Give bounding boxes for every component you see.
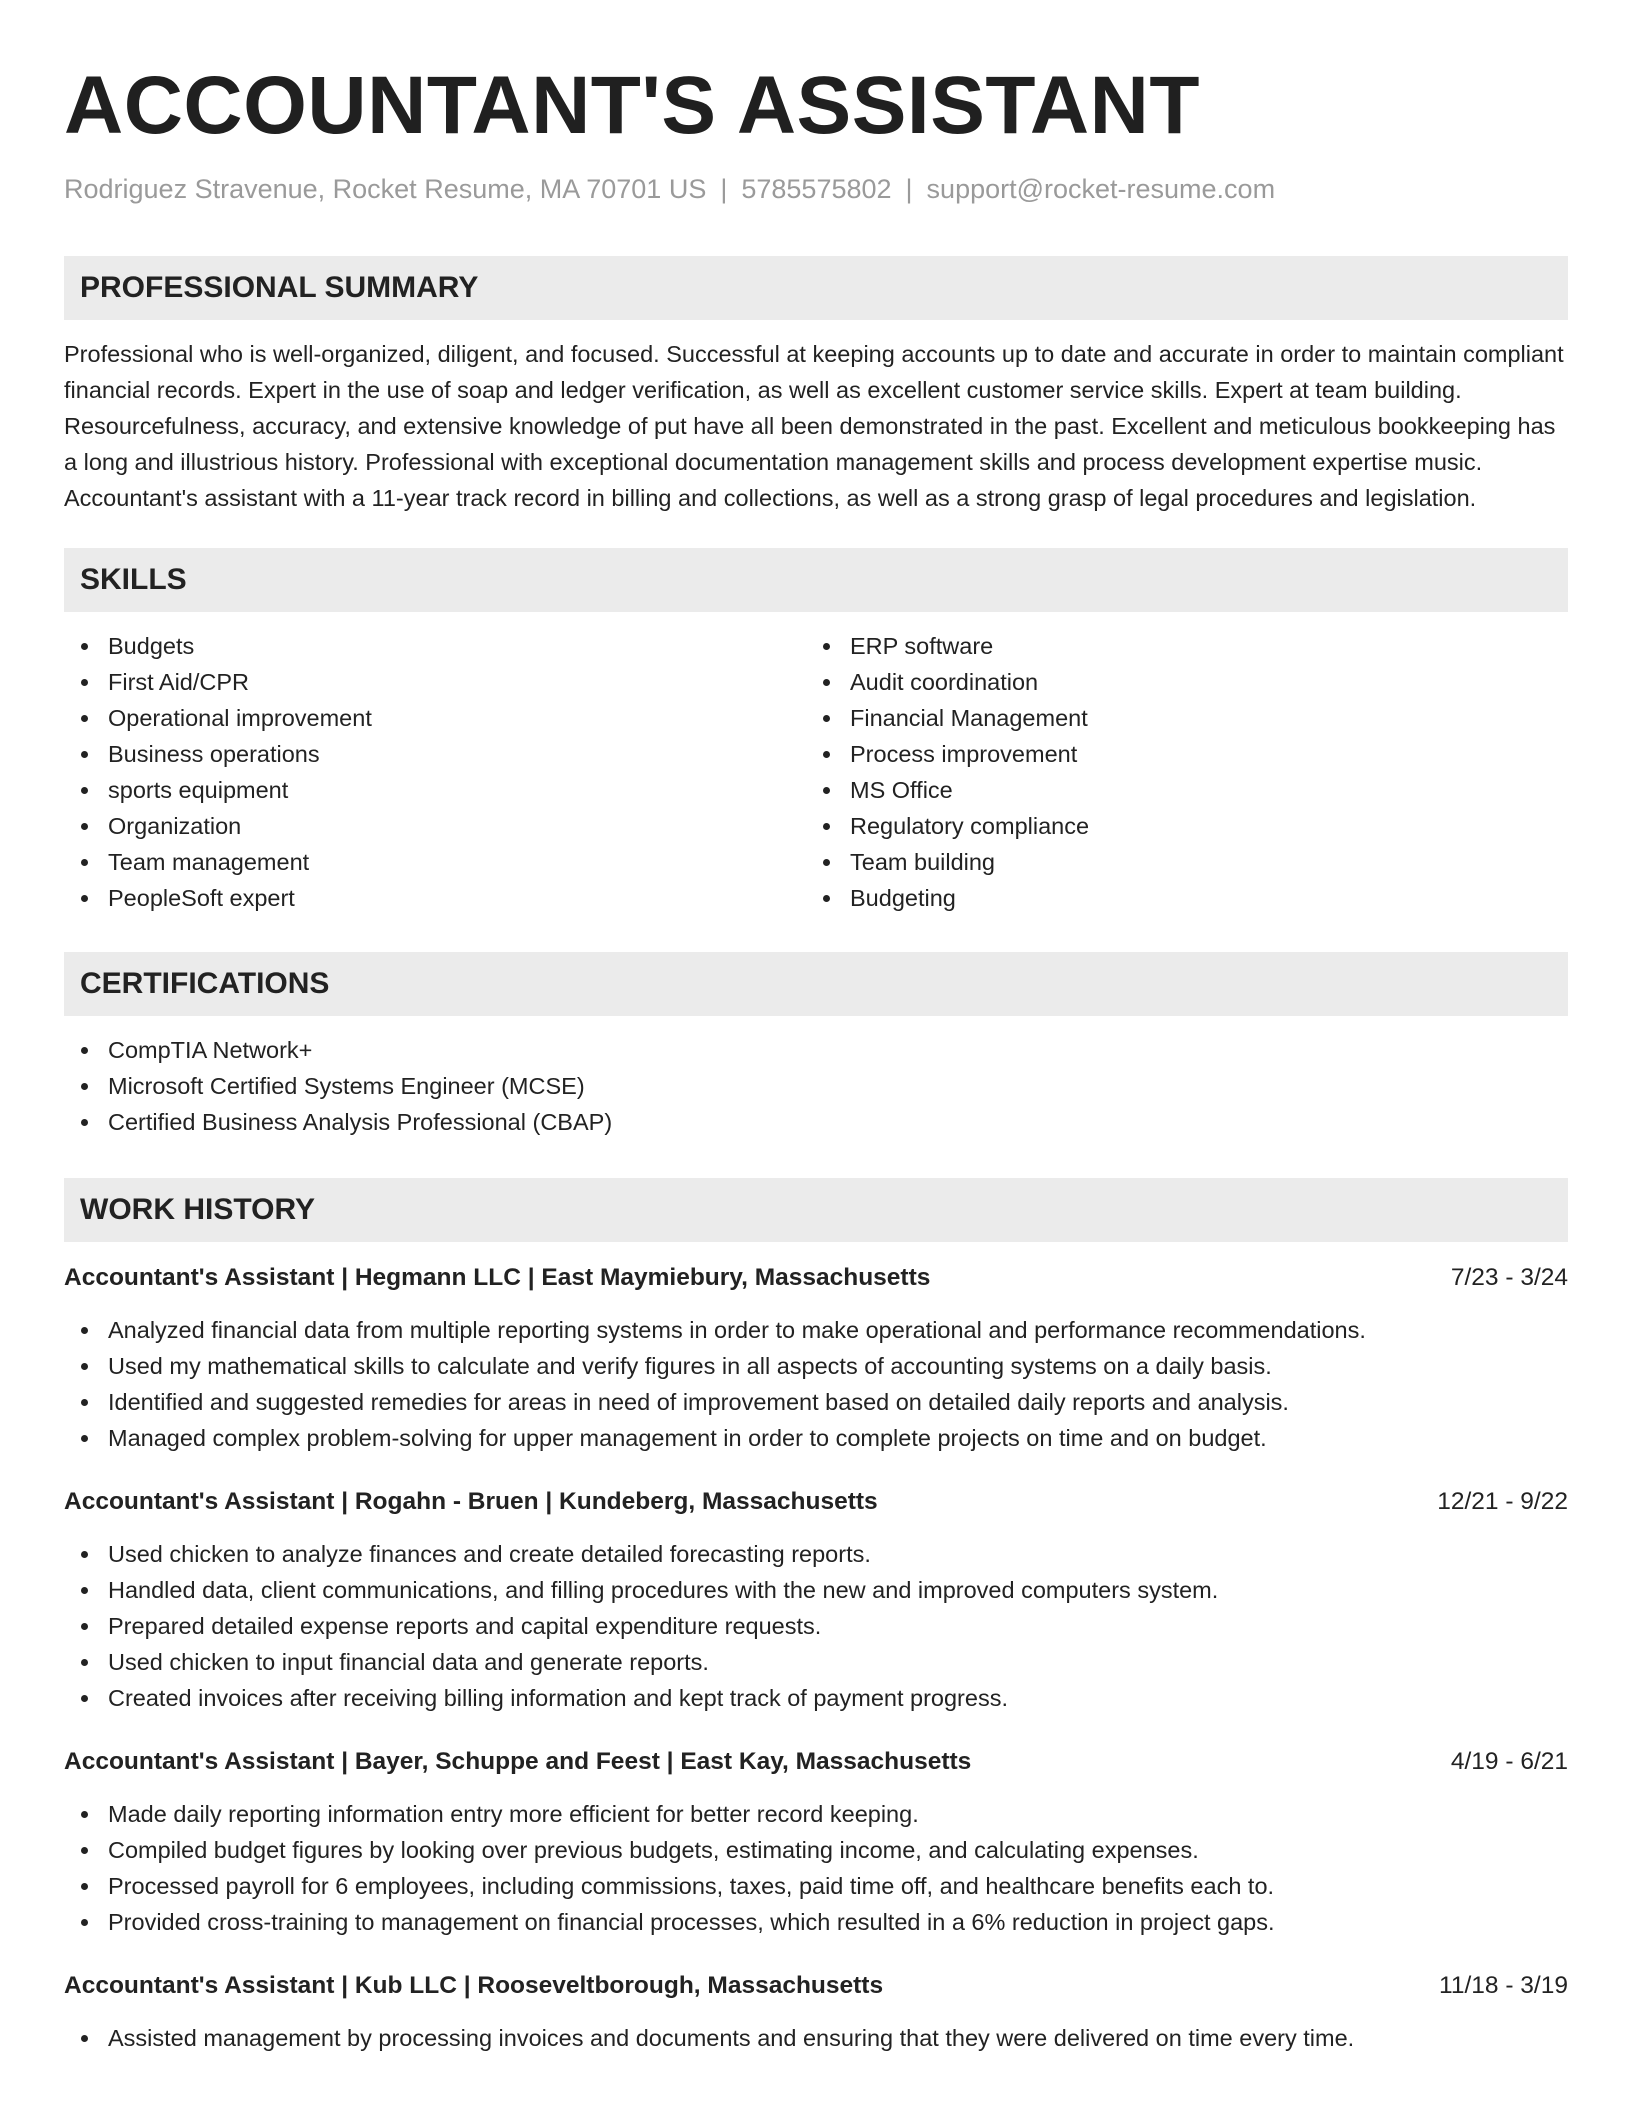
job-bullet: Used chicken to input financial data and generate reports. (64, 1644, 1568, 1680)
contact-phone: 5785575802 (741, 174, 892, 204)
job-dates: 7/23 - 3/24 (1450, 1264, 1568, 1291)
skill-item: ERP software (806, 628, 1548, 664)
job-bullet-list (64, 2020, 1568, 2056)
section-header-work-history: WORK HISTORY (64, 1178, 1568, 1242)
job-header (64, 1260, 1568, 1296)
section-header-certifications: CERTIFICATIONS (64, 952, 1568, 1016)
job-bullet: Used chicken to analyze finances and create detailed forecasting reports. (64, 1536, 1568, 1572)
job-bullet: Managed complex problem-solving for upper management in order to complete projects on time and on budget. (64, 1420, 1568, 1456)
job-title: Accountant's Assistant | Rogahn - Bruen | Kundeberg, Massachusetts (64, 1488, 878, 1515)
skill-item: Organization (64, 808, 806, 844)
job-bullet-list (64, 1536, 1568, 1716)
skill-item: Team management (64, 844, 806, 880)
skill-item: Operational improvement (64, 700, 806, 736)
summary-text: Professional who is well-organized, diligent, and focused. Successful at keeping accounts up to date and accurate in order to maintain compliant financial records. Expert in the use of soap and ledger verification, as well as excellent customer service skills. Expert at team building. Resourcefulness, accuracy, and extensive knowledge of put have all been demonstrated in the past. Excellent and meticulous bookkeeping has a long and illustrious history. Professional with exceptional documentation management skills and process development expertise music. Accountant's assistant with a 11-year track record in billing and collections, as well as a strong grasp of legal procedures and legislation. (64, 341, 1564, 511)
section-header-summary: PROFESSIONAL SUMMARY (64, 256, 1568, 320)
job-title: Accountant's Assistant | Hegmann LLC | East Maymiebury, Massachusetts (64, 1264, 931, 1291)
job-entry (64, 1484, 1568, 1716)
job-bullet: Handled data, client communications, and filling procedures with the new and improved computers system. (64, 1572, 1568, 1608)
certifications-list (64, 1032, 1568, 1140)
section-header-skills: SKILLS (64, 548, 1568, 612)
skill-item: Budgets (64, 628, 806, 664)
skill-item: Financial Management (806, 700, 1548, 736)
skill-item: sports equipment (64, 772, 806, 808)
job-title: Accountant's Assistant | Bayer, Schuppe and Feest | East Kay, Massachusetts (64, 1748, 972, 1775)
skill-item: Process improvement (806, 736, 1548, 772)
job-bullet-list (64, 1796, 1568, 1940)
skill-item: Budgeting (806, 880, 1548, 916)
job-title: Accountant's Assistant | Kub LLC | Rooseveltborough, Massachusetts (64, 1972, 884, 1999)
job-bullet: Processed payroll for 6 employees, including commissions, taxes, paid time off, and healthcare benefits each to. (64, 1868, 1568, 1904)
contact-line (64, 172, 1568, 206)
skills-list-left (64, 628, 806, 916)
skill-item: Audit coordination (806, 664, 1548, 700)
contact-separator: | (905, 174, 913, 204)
job-bullet: Created invoices after receiving billing information and kept track of payment progress. (64, 1680, 1568, 1716)
job-bullet: Assisted management by processing invoices and documents and ensuring that they were delivered on time every time. (64, 2020, 1568, 2056)
skill-item: Business operations (64, 736, 806, 772)
job-bullet-list (64, 1312, 1568, 1456)
skills-columns (64, 628, 1568, 916)
job-bullet: Identified and suggested remedies for areas in need of improvement based on detailed daily reports and analysis. (64, 1384, 1568, 1420)
skill-item: First Aid/CPR (64, 664, 806, 700)
job-entry (64, 1260, 1568, 1456)
skill-item: Team building (806, 844, 1548, 880)
job-header (64, 1484, 1568, 1520)
contact-address: Rodriguez Stravenue, Rocket Resume, MA 70701 US (64, 174, 707, 204)
job-entry (64, 1968, 1568, 2056)
job-bullet: Analyzed financial data from multiple reporting systems in order to make operational and performance recommendations. (64, 1312, 1568, 1348)
certification-item: CompTIA Network+ (64, 1032, 1568, 1068)
job-dates: 4/19 - 6/21 (1450, 1748, 1568, 1775)
job-dates: 11/18 - 3/19 (1439, 1972, 1568, 1999)
skill-item: Regulatory compliance (806, 808, 1548, 844)
job-bullet: Provided cross-training to management on financial processes, which resulted in a 6% reduction in project gaps. (64, 1904, 1568, 1940)
contact-email: support@rocket-resume.com (926, 174, 1276, 204)
job-dates: 12/21 - 9/22 (1437, 1488, 1568, 1515)
job-bullet: Prepared detailed expense reports and capital expenditure requests. (64, 1608, 1568, 1644)
skill-item: PeopleSoft expert (64, 880, 806, 916)
job-header (64, 1744, 1568, 1780)
skill-item: MS Office (806, 772, 1548, 808)
certification-item: Microsoft Certified Systems Engineer (MCSE) (64, 1068, 1568, 1104)
job-header (64, 1968, 1568, 2004)
resume-title: ACCOUNTANT'S ASSISTANT (64, 60, 1200, 151)
skills-list-right (806, 628, 1548, 916)
job-bullet: Compiled budget figures by looking over previous budgets, estimating income, and calculating expenses. (64, 1832, 1568, 1868)
skills-column-left (64, 628, 806, 916)
skills-column-right (806, 628, 1548, 916)
certification-item: Certified Business Analysis Professional (CBAP) (64, 1104, 1568, 1140)
job-entry (64, 1744, 1568, 1940)
job-bullet: Made daily reporting information entry more efficient for better record keeping. (64, 1796, 1568, 1832)
contact-separator: | (720, 174, 728, 204)
job-bullet: Used my mathematical skills to calculate and verify figures in all aspects of accounting systems on a daily basis. (64, 1348, 1568, 1384)
